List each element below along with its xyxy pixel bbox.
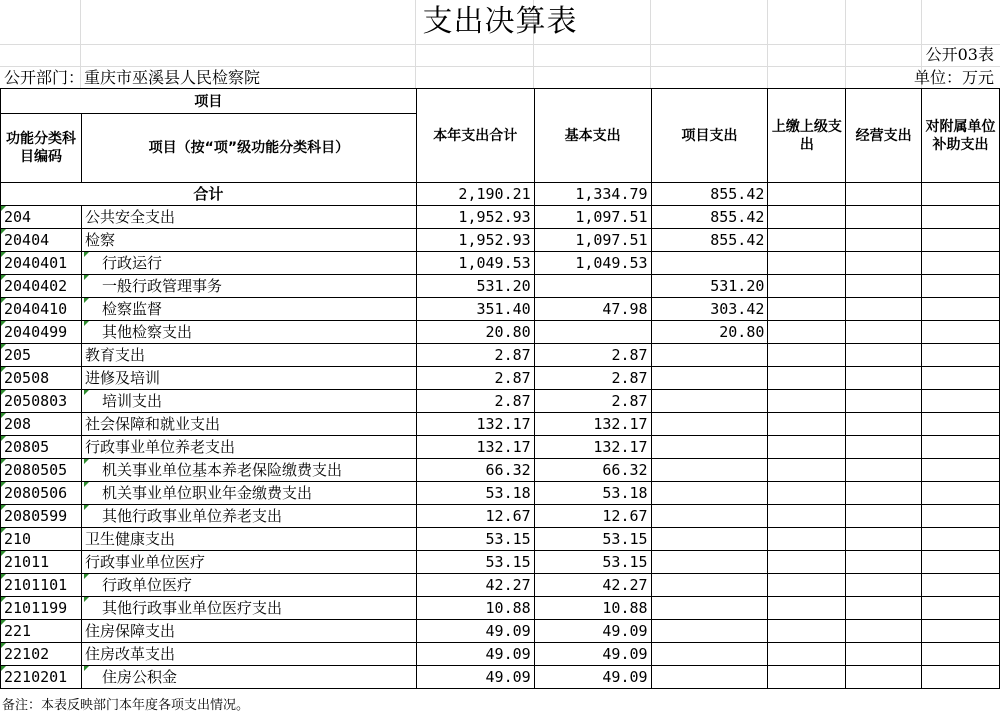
- total-cell: 53.18: [416, 482, 534, 505]
- item-cell: [651, 252, 768, 275]
- item-cell: [651, 620, 768, 643]
- subject-name-cell: 住房公积金: [81, 666, 416, 689]
- subject-name-cell: 其他行政事业单位养老支出: [81, 505, 416, 528]
- table-row: [1, 367, 1000, 390]
- business-cell: [846, 459, 922, 482]
- subject-code-cell: 2080505: [1, 459, 82, 482]
- item-cell: 531.20: [651, 275, 768, 298]
- header-upper: 上缴上级支出: [768, 89, 846, 183]
- business-cell: [846, 298, 922, 321]
- item-cell: [651, 413, 768, 436]
- subsidiary-cell: [922, 390, 1000, 413]
- subject-code-cell: 2210201: [1, 666, 82, 689]
- table-row: [1, 620, 1000, 643]
- item-cell: [651, 390, 768, 413]
- subject-name-cell: 行政运行: [81, 252, 416, 275]
- business-cell: [846, 413, 922, 436]
- header-item: 项目支出: [651, 89, 768, 183]
- subject-name-cell: 卫生健康支出: [81, 528, 416, 551]
- total-cell: 1,049.53: [416, 252, 534, 275]
- business-cell: [846, 574, 922, 597]
- item-cell: [651, 367, 768, 390]
- subject-code-cell: 208: [1, 413, 82, 436]
- upper-cell: [768, 505, 846, 528]
- item-cell: [651, 643, 768, 666]
- upper-cell: [768, 344, 846, 367]
- subject-code-cell: 20805: [1, 436, 82, 459]
- basic-cell: 12.67: [534, 505, 651, 528]
- subject-code-cell: 2040499: [1, 321, 82, 344]
- subsidiary-cell: [922, 666, 1000, 689]
- subsidiary-cell: [922, 229, 1000, 252]
- expenditure-table: [0, 88, 1000, 689]
- upper-cell: [768, 482, 846, 505]
- business-cell: [846, 482, 922, 505]
- department-label: 公开部门：重庆市巫溪县人民检察院: [4, 68, 261, 87]
- subject-name-cell: 公共安全支出: [81, 206, 416, 229]
- subject-name-cell: 住房改革支出: [81, 643, 416, 666]
- subject-name-cell: 检察监督: [81, 298, 416, 321]
- item-cell: 20.80: [651, 321, 768, 344]
- subsidiary-cell: [922, 321, 1000, 344]
- header-project: 项目: [1, 89, 417, 114]
- table-row: [1, 413, 1000, 436]
- total-cell: 49.09: [416, 620, 534, 643]
- business-cell: [846, 344, 922, 367]
- upper-cell: [768, 321, 846, 344]
- total-business-cell: [846, 183, 922, 206]
- item-cell: [651, 574, 768, 597]
- item-cell: [651, 459, 768, 482]
- upper-cell: [768, 413, 846, 436]
- subsidiary-cell: [922, 643, 1000, 666]
- subsidiary-cell: [922, 482, 1000, 505]
- table-row: [1, 344, 1000, 367]
- total-cell: 20.80: [416, 321, 534, 344]
- table-row: [1, 482, 1000, 505]
- total-cell: 1,952.93: [416, 206, 534, 229]
- table-row: [1, 528, 1000, 551]
- subject-name-cell: 社会保障和就业支出: [81, 413, 416, 436]
- upper-cell: [768, 574, 846, 597]
- item-cell: [651, 436, 768, 459]
- subject-name-cell: 机关事业单位基本养老保险缴费支出: [81, 459, 416, 482]
- total-basic-cell: 1,334.79: [534, 183, 651, 206]
- upper-cell: [768, 620, 846, 643]
- total-cell: 2.87: [416, 367, 534, 390]
- business-cell: [846, 252, 922, 275]
- business-cell: [846, 551, 922, 574]
- header-total: 本年支出合计: [416, 89, 534, 183]
- upper-cell: [768, 275, 846, 298]
- subject-name-cell: 检察: [81, 229, 416, 252]
- subject-code-cell: 205: [1, 344, 82, 367]
- header-name: 项目（按“项”级功能分类科目）: [81, 114, 416, 183]
- basic-cell: 53.15: [534, 528, 651, 551]
- basic-cell: 132.17: [534, 436, 651, 459]
- total-cell: 53.15: [416, 551, 534, 574]
- table-row: [1, 666, 1000, 689]
- subject-code-cell: 2101199: [1, 597, 82, 620]
- unit-label: 单位：万元: [913, 68, 994, 87]
- subject-code-cell: 2040401: [1, 252, 82, 275]
- upper-cell: [768, 252, 846, 275]
- total-cell: 42.27: [416, 574, 534, 597]
- table-row: [1, 436, 1000, 459]
- subject-name-cell: 行政单位医疗: [81, 574, 416, 597]
- table-row: [1, 551, 1000, 574]
- header-code: 功能分类科目编码: [1, 114, 82, 183]
- subsidiary-cell: [922, 551, 1000, 574]
- item-cell: 855.42: [651, 206, 768, 229]
- total-item-cell: 855.42: [651, 183, 768, 206]
- upper-cell: [768, 206, 846, 229]
- subject-name-cell: 行政事业单位养老支出: [81, 436, 416, 459]
- subject-code-cell: 2050803: [1, 390, 82, 413]
- total-cell: 351.40: [416, 298, 534, 321]
- item-cell: [651, 666, 768, 689]
- subsidiary-cell: [922, 206, 1000, 229]
- subsidiary-cell: [922, 298, 1000, 321]
- table-row: [1, 597, 1000, 620]
- subsidiary-cell: [922, 413, 1000, 436]
- footnote: 备注：本表反映部门本年度各项支出情况。: [2, 698, 250, 713]
- subject-name-cell: 机关事业单位职业年金缴费支出: [81, 482, 416, 505]
- upper-cell: [768, 528, 846, 551]
- basic-cell: 1,097.51: [534, 206, 651, 229]
- total-cell: 531.20: [416, 275, 534, 298]
- total-cell: 66.32: [416, 459, 534, 482]
- table-row: [1, 574, 1000, 597]
- upper-cell: [768, 597, 846, 620]
- business-cell: [846, 666, 922, 689]
- header-basic: 基本支出: [534, 89, 651, 183]
- subject-code-cell: 20508: [1, 367, 82, 390]
- table-row: [1, 321, 1000, 344]
- table-row: [1, 390, 1000, 413]
- table-row: [1, 505, 1000, 528]
- total-cell: 12.67: [416, 505, 534, 528]
- subject-code-cell: 2080599: [1, 505, 82, 528]
- business-cell: [846, 275, 922, 298]
- item-cell: [651, 551, 768, 574]
- table-row: [1, 643, 1000, 666]
- subject-name-cell: 一般行政管理事务: [81, 275, 416, 298]
- basic-cell: 53.18: [534, 482, 651, 505]
- business-cell: [846, 390, 922, 413]
- subject-code-cell: 2040410: [1, 298, 82, 321]
- basic-cell: 49.09: [534, 620, 651, 643]
- upper-cell: [768, 436, 846, 459]
- subject-name-cell: 其他行政事业单位医疗支出: [81, 597, 416, 620]
- subsidiary-cell: [922, 436, 1000, 459]
- subject-code-cell: 204: [1, 206, 82, 229]
- subsidiary-cell: [922, 620, 1000, 643]
- subject-name-cell: 培训支出: [81, 390, 416, 413]
- table-row: [1, 252, 1000, 275]
- basic-cell: 2.87: [534, 344, 651, 367]
- total-cell: 49.09: [416, 643, 534, 666]
- upper-cell: [768, 229, 846, 252]
- subsidiary-cell: [922, 505, 1000, 528]
- business-cell: [846, 321, 922, 344]
- upper-cell: [768, 666, 846, 689]
- upper-cell: [768, 390, 846, 413]
- upper-cell: [768, 298, 846, 321]
- subject-code-cell: 21011: [1, 551, 82, 574]
- basic-cell: 1,049.53: [534, 252, 651, 275]
- basic-cell: 47.98: [534, 298, 651, 321]
- subject-code-cell: 210: [1, 528, 82, 551]
- item-cell: [651, 505, 768, 528]
- subsidiary-cell: [922, 367, 1000, 390]
- table-row: [1, 275, 1000, 298]
- upper-cell: [768, 551, 846, 574]
- total-cell: 132.17: [416, 436, 534, 459]
- form-number: 公开03表: [925, 45, 994, 64]
- business-cell: [846, 597, 922, 620]
- subsidiary-cell: [922, 252, 1000, 275]
- basic-cell: [534, 275, 651, 298]
- item-cell: [651, 597, 768, 620]
- subject-name-cell: 其他检察支出: [81, 321, 416, 344]
- upper-cell: [768, 643, 846, 666]
- table-row: [1, 229, 1000, 252]
- total-cell: 1,952.93: [416, 229, 534, 252]
- subsidiary-cell: [922, 597, 1000, 620]
- subsidiary-cell: [922, 574, 1000, 597]
- subsidiary-cell: [922, 528, 1000, 551]
- table-row: [1, 298, 1000, 321]
- report-title: 支出决算表: [422, 4, 578, 39]
- header-subsidiary: 对附属单位补助支出: [922, 89, 1000, 183]
- basic-cell: 49.09: [534, 643, 651, 666]
- subsidiary-cell: [922, 344, 1000, 367]
- item-cell: [651, 528, 768, 551]
- subject-code-cell: 2080506: [1, 482, 82, 505]
- subject-code-cell: 22102: [1, 643, 82, 666]
- business-cell: [846, 505, 922, 528]
- subject-code-cell: 20404: [1, 229, 82, 252]
- total-cell: 53.15: [416, 528, 534, 551]
- upper-cell: [768, 459, 846, 482]
- total-upper-cell: [768, 183, 846, 206]
- total-cell: 10.88: [416, 597, 534, 620]
- basic-cell: 42.27: [534, 574, 651, 597]
- business-cell: [846, 229, 922, 252]
- total-cell: 2.87: [416, 390, 534, 413]
- subsidiary-cell: [922, 275, 1000, 298]
- item-cell: 303.42: [651, 298, 768, 321]
- business-cell: [846, 206, 922, 229]
- basic-cell: 53.15: [534, 551, 651, 574]
- subject-code-cell: 221: [1, 620, 82, 643]
- total-cell: 49.09: [416, 666, 534, 689]
- basic-cell: 49.09: [534, 666, 651, 689]
- total-row: [1, 183, 1000, 206]
- basic-cell: 66.32: [534, 459, 651, 482]
- business-cell: [846, 436, 922, 459]
- subsidiary-cell: [922, 459, 1000, 482]
- subject-name-cell: 住房保障支出: [81, 620, 416, 643]
- subject-code-cell: 2101101: [1, 574, 82, 597]
- basic-cell: 2.87: [534, 367, 651, 390]
- business-cell: [846, 528, 922, 551]
- upper-cell: [768, 367, 846, 390]
- subject-name-cell: 行政事业单位医疗: [81, 551, 416, 574]
- total-subsidiary-cell: [922, 183, 1000, 206]
- business-cell: [846, 620, 922, 643]
- table-row: [1, 206, 1000, 229]
- basic-cell: [534, 321, 651, 344]
- basic-cell: 1,097.51: [534, 229, 651, 252]
- header-business: 经营支出: [846, 89, 922, 183]
- basic-cell: 132.17: [534, 413, 651, 436]
- subject-code-cell: 2040402: [1, 275, 82, 298]
- total-cell: 132.17: [416, 413, 534, 436]
- basic-cell: 2.87: [534, 390, 651, 413]
- subject-name-cell: 教育支出: [81, 344, 416, 367]
- item-cell: [651, 344, 768, 367]
- table-row: [1, 459, 1000, 482]
- item-cell: 855.42: [651, 229, 768, 252]
- item-cell: [651, 482, 768, 505]
- total-cell: 2,190.21: [416, 183, 534, 206]
- business-cell: [846, 643, 922, 666]
- total-cell: 2.87: [416, 344, 534, 367]
- basic-cell: 10.88: [534, 597, 651, 620]
- business-cell: [846, 367, 922, 390]
- subject-name-cell: 进修及培训: [81, 367, 416, 390]
- total-label: 合计: [1, 183, 417, 206]
